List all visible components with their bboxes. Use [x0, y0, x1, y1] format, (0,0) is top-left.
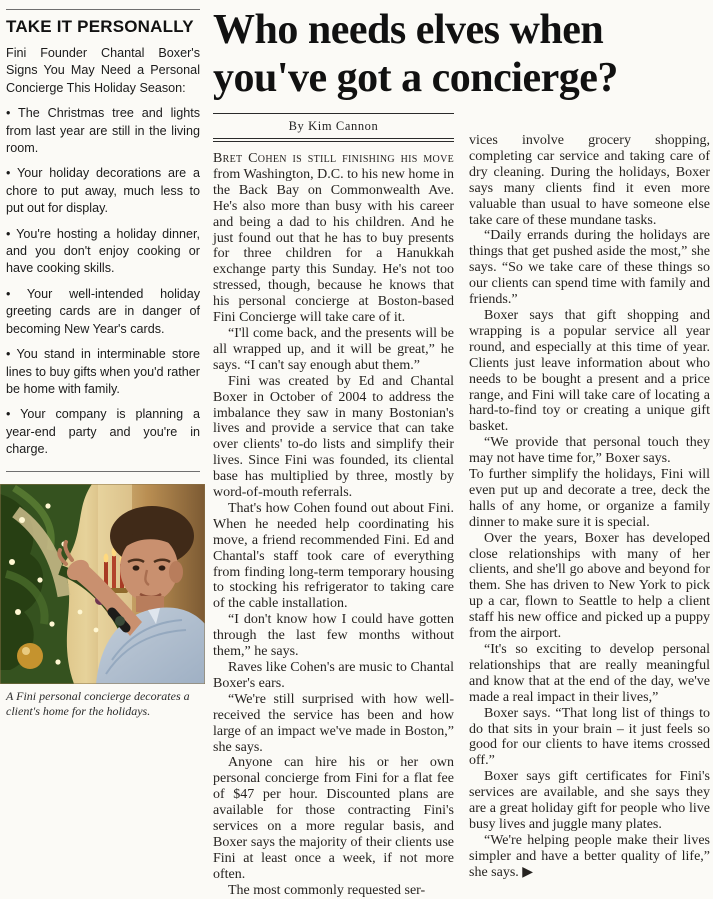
lead-rest-text: from Washington, D.C. to his new home in the Back Bay on Commonwealth Ave. He's also more than busy with his career and being a dad to his children. And he just found out that he has to buy presents for three children for a Hanukkah exchange party this Sunday. He's not too stressed, though, because he knows that his personal concierge at Boston-based Fini Concierge will take care of it.	[213, 166, 454, 326]
sidebar-take-it-personally	[6, 0, 206, 719]
article-paragraph: That's how Cohen found out about Fini. When he needed help coordinating his move, a friend recommended Fini. Ed and Chantal's staff took care of everything from finding long-term temporary housing to stocking his refrigerator to taking care of the cable installation.	[213, 500, 454, 612]
article-paragraph: “We provide that personal touch they may not have time for,” Boxer says.	[469, 435, 710, 467]
article-paragraph: “Daily errands during the holidays are things that get pushed aside the most,” she says. “So we take care of these things so our clients can spend time with family and friends.”	[469, 228, 710, 308]
photo-caption: A Fini personal concierge decorates a client's home for the holidays.	[6, 688, 190, 718]
sidebar-top-rule	[6, 9, 200, 10]
sidebar-bullet-item: • Your holiday decorations are a chore to put away, much less to put out for display.	[6, 166, 200, 216]
sidebar-bullet-item: • You're hosting a holiday dinner, and you don't enjoy cooking or have cooking skills.	[6, 226, 200, 276]
article-paragraph: vices involve grocery shopping, completing car service and taking care of dry cleaning. During the holidays, Boxer says many clients find it even more valuable than usual to have someone else take care of these mundane tasks.	[469, 133, 710, 228]
article-main	[213, 0, 710, 899]
article-photo-figure	[0, 484, 205, 719]
sidebar-bottom-rule	[6, 471, 200, 472]
article-paragraph: “I don't know how I could have gotten through the last few months without them,” he says.	[213, 612, 454, 660]
article-paragraph: The most commonly requested ser-	[228, 882, 426, 898]
article-lead-paragraph	[213, 151, 454, 326]
article-paragraph: “We're still surprised with how well-received the service has been and how large of an impact we've made in Boston,” she says.	[213, 691, 454, 755]
article-paragraph: To further simplify the holidays, Fini will even put up and decorate a tree, deck the halls of any home, or organize a family dinner to make sure it is special.	[469, 467, 710, 530]
sidebar-title: TAKE IT PERSONALLY	[6, 17, 194, 36]
article-paragraph: “I'll come back, and the presents will be all wrapped up, and it will be great,” he says. “I can't say enough abut them.”	[213, 325, 454, 373]
article-column-2	[469, 111, 710, 899]
article-paragraph: Raves like Cohen's are music to Chantal Boxer's ears.	[213, 660, 454, 691]
byline-text: By Kim Cannon	[288, 119, 379, 133]
sidebar-bullet-item: • Your well-intended holiday greeting cards are in danger of becoming New Year's cards.	[6, 286, 200, 336]
article-paragraph: “We're helping people make their lives simpler and have a better quality of life,” she says. ▶	[469, 832, 710, 880]
article-paragraph: Anyone can hire his or her own personal concierge from Fini for a flat fee of $47 per hour. Discounted plans are available for those contracting Fini's services on a more regular basis, and Boxer says the majority of their clients use Fini at least once a week, if not more often.	[213, 755, 454, 882]
christmas-decorating-photo	[0, 484, 205, 684]
sidebar-bullet-list	[6, 105, 200, 458]
sidebar-intro: Fini Founder Chantal Boxer's Signs You May Need a Personal Concierge This Holiday Season:	[6, 46, 200, 95]
article-paragraph: “It's so exciting to develop personal relationships that are really meaningful and know that at the end of the day, we've made a real impact in their lives,”	[469, 642, 710, 705]
lead-smallcaps-text: Bret Cohen is still finishing his move	[213, 151, 454, 166]
article-paragraph: Over the years, Boxer has developed close relationships with many of her clients, and she'll go above and beyond for them. She has driven to New York to pick up a car, flown to Seattle to help a client staff his new office and picked up a puppy from the airport.	[469, 530, 710, 642]
sidebar-bullet-item: • You stand in interminable store lines to buy gifts when you'd rather be home with family.	[6, 347, 200, 396]
article-paragraph: Boxer says gift certificates for Fini's services are available, and she says they are a great holiday gift for people who live busy lives and juggle many plates.	[469, 769, 710, 832]
article-columns	[213, 111, 710, 899]
article-headline: Who needs elves when you've got a concierge?	[213, 7, 618, 101]
sidebar-bullet-item: • Your company is planning a year-end party and you're in charge.	[6, 407, 200, 457]
byline	[213, 113, 454, 142]
article-column-1	[213, 111, 454, 899]
sidebar-bullet-item: • The Christmas tree and lights from last year are still in the living room.	[6, 106, 200, 156]
article-paragraph: Boxer says. “That long list of things to do that sits in your brain – it just feels so good for our clients to have items crossed off.”	[469, 705, 710, 769]
article-paragraph: Boxer says that gift shopping and wrapping is a popular service all year round, and especially at this time of year. Clients just leave information about who needs to be bought a present and a price range, and Fini will take care of locating a hard-to-find toy or creating a unique gift basket.	[469, 307, 710, 435]
article-paragraph: Fini was created by Ed and Chantal Boxer in October of 2004 to address the imbalance they saw in many Bostonian's lives and provide a service that can take over clients' to-do lists and simplify their lives. Since Fini was founded, its cliental base has multiplied by three, mostly by word-of-mouth referrals.	[213, 373, 454, 501]
